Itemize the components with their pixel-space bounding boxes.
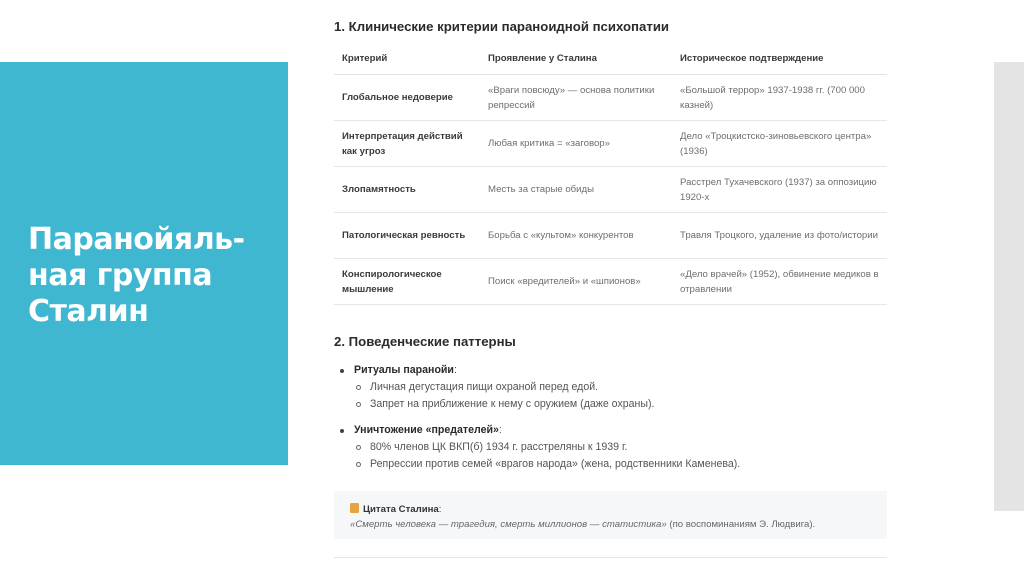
quote-source: (по воспоминаниям Э. Людвига). bbox=[666, 519, 816, 530]
quote-label: Цитата Сталина bbox=[363, 504, 439, 515]
list-item: Ритуалы паранойи: bbox=[334, 362, 894, 379]
table-row bbox=[334, 259, 887, 305]
column-header: Критерий bbox=[334, 42, 480, 75]
behavior-list bbox=[334, 362, 894, 482]
behavior-group bbox=[334, 362, 894, 413]
quote-header: Цитата Сталина: bbox=[350, 503, 441, 515]
table-header-row bbox=[334, 42, 887, 75]
manifestation-cell: «Враги повсюду» — основа политики репрессий bbox=[480, 75, 672, 121]
sub-list-item: Репрессии против семей «врагов народа» (жена, родственники Каменева). bbox=[334, 456, 894, 473]
list-item: Уничтожение «предателей»: bbox=[334, 422, 894, 439]
column-header: Историческое подтверждение bbox=[672, 42, 887, 75]
section-heading-behavior: 2. Поведенческие паттерны bbox=[334, 334, 516, 349]
criterion-cell: Интерпретация действий как угроз bbox=[334, 121, 480, 167]
evidence-cell: Травля Троцкого, удаление из фото/истории bbox=[672, 213, 887, 259]
manifestation-cell: Любая критика = «заговор» bbox=[480, 121, 672, 167]
manifestation-cell: Борьба с «культом» конкурентов bbox=[480, 213, 672, 259]
slide-title bbox=[28, 222, 268, 330]
side-strip bbox=[994, 62, 1024, 511]
sub-list-item: Личная дегустация пищи охраной перед едой. bbox=[334, 379, 894, 396]
group-title: Ритуалы паранойи bbox=[354, 364, 454, 376]
title-panel bbox=[0, 62, 288, 465]
table-row bbox=[334, 213, 887, 259]
slide-title-line: ная группа bbox=[28, 258, 213, 293]
scroll-icon bbox=[350, 503, 359, 513]
quote-block bbox=[334, 491, 887, 539]
quote-italic: «Смерть человека — трагедия, смерть миллионов — статистика» bbox=[350, 519, 667, 530]
evidence-cell: «Большой террор» 1937-1938 гг. (700 000 казней) bbox=[672, 75, 887, 121]
criterion-cell: Глобальное недоверие bbox=[334, 75, 480, 121]
table-row bbox=[334, 121, 887, 167]
divider bbox=[334, 557, 887, 558]
group-title: Уничтожение «предателей» bbox=[354, 424, 499, 436]
evidence-cell: «Дело врачей» (1952), обвинение медиков в отравлении bbox=[672, 259, 887, 305]
sub-list-item: 80% членов ЦК ВКП(б) 1934 г. расстреляны к 1939 г. bbox=[334, 439, 894, 456]
table-row bbox=[334, 75, 887, 121]
slide-title-line: Сталин bbox=[28, 294, 149, 329]
quote-text bbox=[350, 519, 815, 530]
behavior-group bbox=[334, 422, 894, 473]
criterion-cell: Конспирологическое мышление bbox=[334, 259, 480, 305]
section-heading-criteria: 1. Клинические критерии параноидной психопатии bbox=[334, 19, 670, 34]
manifestation-cell: Месть за старые обиды bbox=[480, 167, 672, 213]
criteria-table bbox=[334, 42, 887, 305]
criterion-cell: Злопамятность bbox=[334, 167, 480, 213]
column-header: Проявление у Сталина bbox=[480, 42, 672, 75]
manifestation-cell: Поиск «вредителей» и «шпионов» bbox=[480, 259, 672, 305]
evidence-cell: Расстрел Тухачевского (1937) за оппозицию 1920-х bbox=[672, 167, 887, 213]
slide-title-line: Паранойяль- bbox=[28, 222, 245, 257]
criterion-cell: Патологическая ревность bbox=[334, 213, 480, 259]
evidence-cell: Дело «Троцкистско-зиновьевского центра» (1936) bbox=[672, 121, 887, 167]
table-row bbox=[334, 167, 887, 213]
sub-list-item: Запрет на приближение к нему с оружием (даже охраны). bbox=[334, 396, 894, 413]
